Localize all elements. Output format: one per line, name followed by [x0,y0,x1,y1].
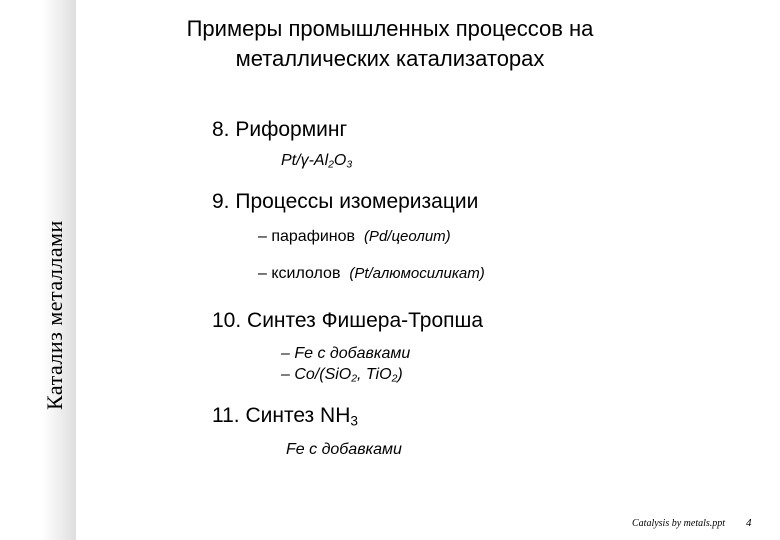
ammonia-catalyst: Fe с добавками [286,441,402,458]
fischer-tropsch-sub-1: – Fe с добавками [281,345,411,362]
page-number: 4 [746,517,752,529]
slide-title-line1: Примеры промышленных процессов на [186,16,594,41]
slide-title [100,14,680,74]
footer-filename: Catalysis by metals.ppt [632,518,726,529]
isomerization-sub-2-prefix: – ксилолов [258,265,341,282]
fischer-tropsch-sub-2: – Co/(SiO$_2$, TiO$_2$) [281,366,403,385]
item-isomerization: 9. Процессы изомеризации [212,190,479,213]
item-reforming: 8. Риформинг [212,118,348,141]
reforming-catalyst: $Pt/\gamma-Al_2O_3$ [281,152,353,171]
item-ammonia: 11. Синтез $NH_3$ [212,404,358,429]
isomerization-sub-2-catalyst: (Pt/алюмосиликат) [349,265,485,282]
isomerization-sub-1-catalyst: (Pd/цеолит) [363,228,451,245]
isomerization-sub-1 [258,228,451,246]
sidebar-title: Катализ металлами [42,220,67,410]
isomerization-sub-1-prefix: – парафинов [258,228,356,245]
isomerization-sub-2 [258,265,485,283]
slide-title-line2: металлических катализаторах [235,46,545,71]
item-fischer-tropsch: 10. Синтез Фишера-Тропша [212,309,484,332]
